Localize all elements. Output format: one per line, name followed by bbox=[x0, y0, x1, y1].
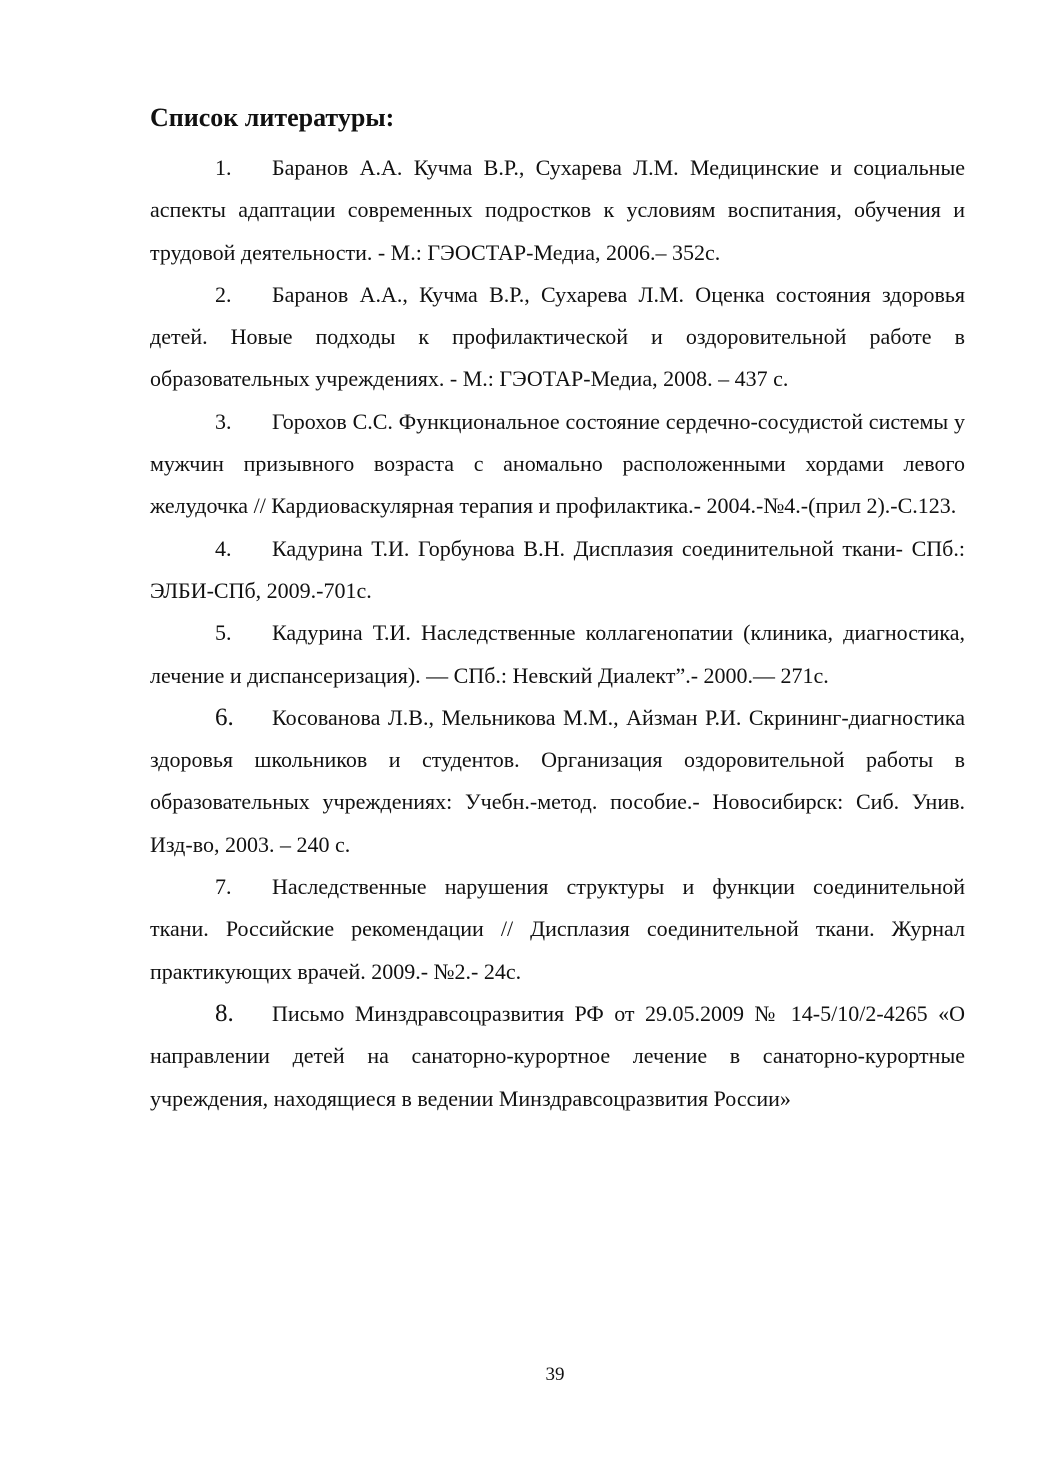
reference-text: Письмо Минздравсоцразвития РФ от 29.05.2009 № 14-5/10/2-4265 «О направлении детей на санаторно-курортное лечение в санаторно-курортные учреждения, находящиеся в ведении Минздравсоцразвития России» bbox=[150, 1000, 965, 1111]
reference-item bbox=[150, 274, 965, 401]
reference-number: 7. bbox=[215, 874, 232, 900]
reference-number: 1. bbox=[215, 155, 232, 180]
reference-text: Наследственные нарушения структуры и функции соединительной ткани. Российские рекомендации // Дисплазия соединительной ткани. Журнал практикующих врачей. 2009.- №2.- 24с. bbox=[150, 874, 965, 984]
reference-text: Кадурина Т.И. Горбунова В.Н. Дисплазия соединительной ткани- СПб.: ЭЛБИ-СПб, 2009.-701с. bbox=[150, 535, 965, 603]
reference-item bbox=[150, 147, 965, 274]
reference-list bbox=[150, 147, 965, 1120]
reference-text: Баранов А.А. Кучма В.Р., Сухарева Л.М. Медицинские и социальные аспекты адаптации современных подростков к условиям воспитания, обучения и трудовой деятельности. - М.: ГЭОСТАР-Медиа, 2006.– 352с. bbox=[150, 155, 965, 265]
reference-item bbox=[150, 612, 965, 697]
reference-text: Кадурина Т.И. Наследственные коллагенопатии (клиника, диагностика, лечение и диспансеризация). — СПб.: Невский Диалект”.- 2000.— 271с. bbox=[150, 620, 965, 688]
reference-number: 8. bbox=[215, 999, 234, 1027]
reference-item bbox=[150, 993, 965, 1120]
reference-number: 4. bbox=[215, 535, 232, 561]
page-heading: Список литературы: bbox=[150, 103, 395, 132]
reference-number: 2. bbox=[215, 281, 232, 307]
reference-number: 3. bbox=[215, 408, 232, 434]
reference-number: 6. bbox=[215, 703, 234, 731]
reference-text: Горохов С.С. Функциональное состояние сердечно-сосудистой системы у мужчин призывного возраста с аномально расположенными хордами левого желудочка // Кардиоваскулярная терапия и профилактика.- 2004.-№4.-(прил 2).-С.123. bbox=[150, 408, 965, 519]
reference-item bbox=[150, 401, 965, 528]
reference-text: Косованова Л.В., Мельникова М.М., Айзман Р.И. Скрининг-диагностика здоровья школьников и студентов. Организация оздоровительной работы в образовательных учреждениях: Учебн.-метод. пособие.- Новосибирск: Сиб. Унив. Изд-во, 2003. – 240 с. bbox=[150, 704, 965, 857]
reference-item bbox=[150, 528, 965, 613]
reference-number: 5. bbox=[215, 620, 232, 646]
reference-text: Баранов А.А., Кучма В.Р., Сухарева Л.М. Оценка состояния здоровья детей. Новые подходы к профилактической и оздоровительной работе в образовательных учреждениях. - М.: ГЭОТАР-Медиа, 2008. – 437 с. bbox=[150, 281, 965, 392]
reference-item bbox=[150, 866, 965, 993]
reference-item bbox=[150, 697, 965, 866]
page-number: 39 bbox=[545, 1364, 565, 1385]
